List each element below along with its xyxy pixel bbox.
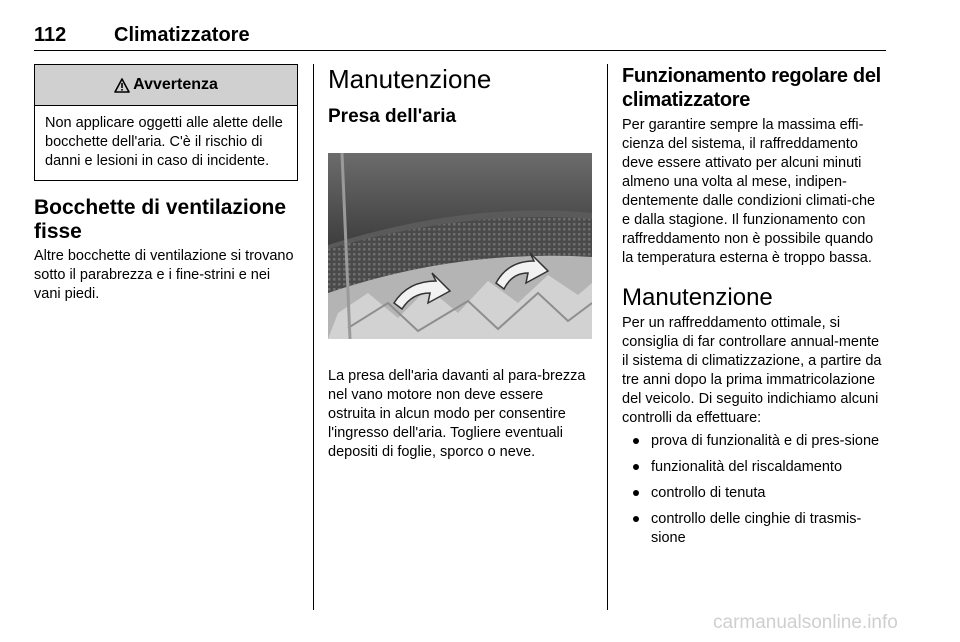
list-item: controllo di tenuta xyxy=(622,484,886,503)
list-item: controllo delle cinghie di trasmis-sione xyxy=(622,510,886,548)
column-middle xyxy=(328,64,592,462)
header-rule xyxy=(34,50,886,51)
chapter-title: Climatizzatore xyxy=(114,24,250,46)
column-divider-1 xyxy=(313,64,314,610)
warning-title: Avvertenza xyxy=(133,76,218,93)
page-header xyxy=(34,24,886,50)
list-item: prova di funzionalità e di pres-sione xyxy=(622,432,886,451)
service-heading: Manutenzione xyxy=(622,284,773,311)
column-left xyxy=(34,64,298,304)
air-intake-photo xyxy=(328,153,592,339)
column-right xyxy=(622,64,886,555)
column-divider-2 xyxy=(607,64,608,610)
service-text: Per un raffreddamento ottimale, si consiglia di far controllare annual-mente il sistema di climatizzazione, a partire da tre anni dopo la prima immatricolazione del veicolo. Di seguito indichiamo alcuni controlli da effettuare: xyxy=(622,315,882,426)
page-number: 112 xyxy=(34,24,67,46)
watermark: carmanualsonline.info xyxy=(713,612,898,633)
service-checks-list xyxy=(622,432,886,548)
air-intake-text: La presa dell'aria davanti al para-brezza nel vano motore non deve essere ostruita in alcun modo per consentire l'ingresso dell'aria. Togliere eventuali depositi di foglie, sporco o neve. xyxy=(328,368,586,460)
fixed-vents-text: Altre bocchette di ventilazione si trovano sotto il parabrezza e i fine-strini e nei vani piedi. xyxy=(34,248,294,302)
warning-text: Non applicare oggetti alle alette delle bocchette dell'aria. C'è il rischio di danni e lesioni in caso di incidente. xyxy=(45,115,283,169)
regular-operation-text: Per garantire sempre la massima effi-cienza del sistema, il raffreddamento deve essere attivato per alcuni minuti almeno una volta al mese, indipen-dentemente dalle condizioni climati-che e dalla stagione. Il funzionamento con raffreddamento non è possibile quando la temperatura esterna è troppo bassa. xyxy=(622,117,876,266)
list-item: funzionalità del riscaldamento xyxy=(622,458,886,477)
warning-triangle-icon xyxy=(114,78,130,93)
air-intake-heading: Presa dell'aria xyxy=(328,106,457,127)
fixed-vents-heading: Bocchette di ventilazione fisse xyxy=(34,196,287,243)
warning-header xyxy=(35,65,297,106)
maintenance-heading: Manutenzione xyxy=(328,64,492,94)
warning-box xyxy=(34,64,298,181)
regular-operation-heading: Funzionamento regolare del climatizzatore xyxy=(622,65,881,111)
